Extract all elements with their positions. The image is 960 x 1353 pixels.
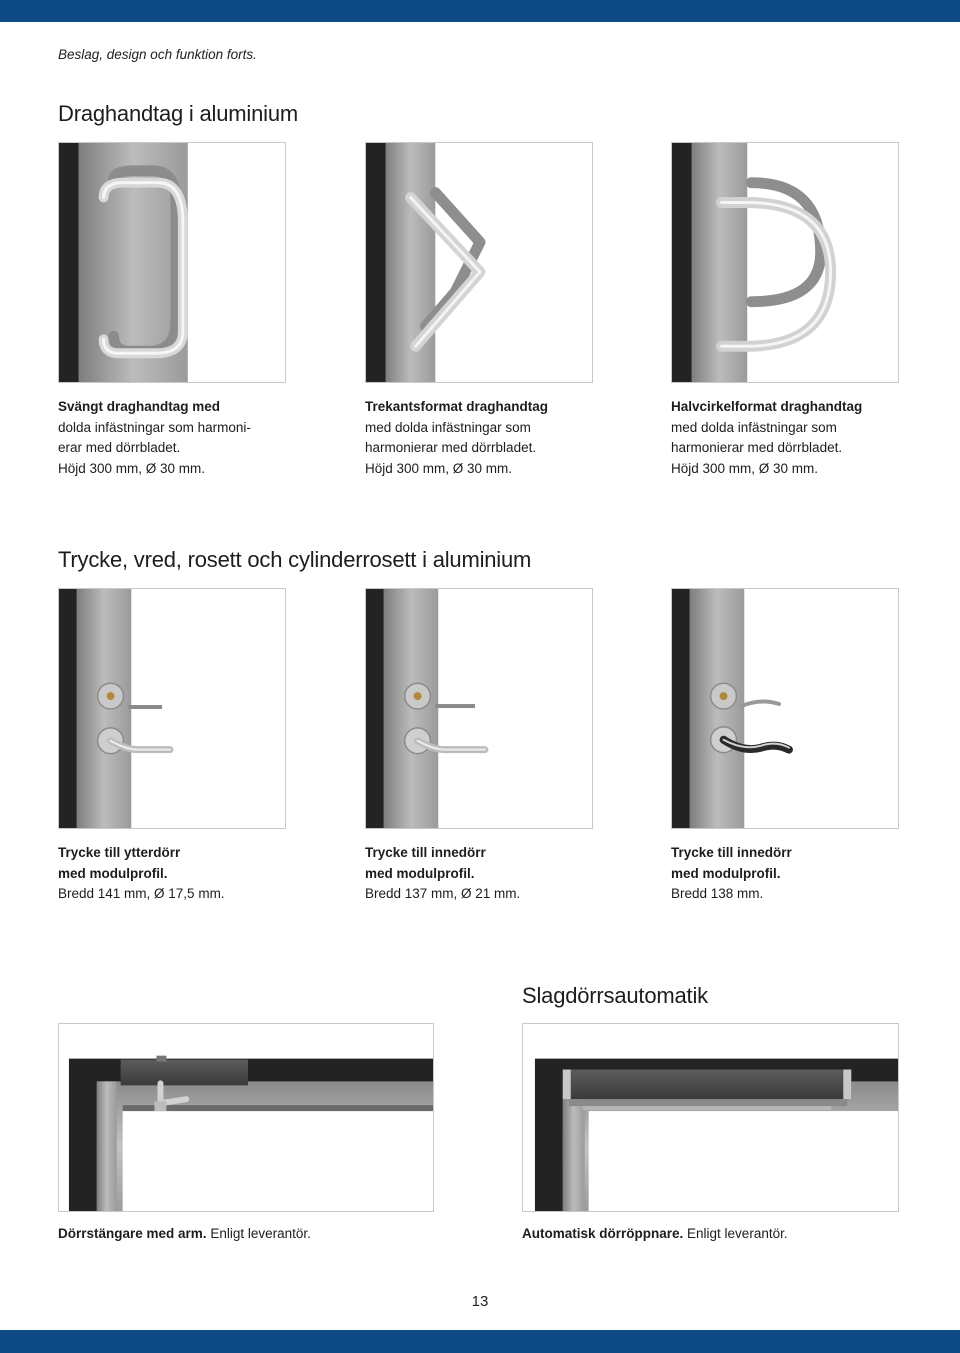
- caption-line: Halvcirkelformat draghandtag: [671, 399, 863, 414]
- door-closer-photo: [58, 1023, 434, 1212]
- page-number: 13: [471, 1293, 489, 1310]
- caption-line: med modulprofil.: [58, 865, 168, 881]
- caption-line: Höjd 300 mm, Ø 30 mm.: [671, 460, 819, 476]
- caption-exterior-door-lever: [58, 843, 225, 905]
- caption-line: harmonierar med dörrbladet.: [365, 440, 537, 455]
- top-color-band: [0, 0, 960, 22]
- section-title-automation: Slagdörrsautomatik: [522, 983, 708, 1008]
- caption-line: dolda infästningar som harmoni-: [58, 419, 251, 435]
- caption-semicircle-pull-handle: [671, 397, 862, 479]
- caption-normal: Enligt leverantör.: [683, 1226, 788, 1241]
- bottom-color-band: [0, 1330, 960, 1353]
- caption-line: Bredd 138 mm.: [671, 886, 764, 901]
- interior-door-lever-photo: [365, 588, 593, 829]
- caption-line: med dolda infästningar som: [365, 419, 531, 435]
- running-head: Beslag, design och funktion forts.: [58, 47, 257, 62]
- caption-line: erar med dörrbladet.: [58, 440, 181, 455]
- automatic-door-opener-photo: [522, 1023, 899, 1212]
- caption-triangular-pull-handle: [365, 397, 548, 479]
- caption-interior-door-lever: [365, 843, 520, 905]
- caption-line: Trycke till innedörr: [365, 845, 486, 860]
- section-title-levers: Trycke, vred, rosett och cylinderrosett i aluminium: [58, 547, 532, 572]
- curved-pull-handle-photo: [58, 142, 286, 383]
- caption-line: Svängt draghandtag med: [58, 399, 221, 414]
- caption-line: harmonierar med dörrbladet.: [671, 440, 843, 455]
- caption-line: Höjd 300 mm, Ø 30 mm.: [365, 460, 513, 476]
- caption-automatic-door-opener: [522, 1224, 788, 1245]
- caption-door-closer: [58, 1224, 311, 1245]
- interior-door-curved-lever-photo: [671, 588, 899, 829]
- caption-bold: Dörrstängare med arm.: [58, 1226, 207, 1241]
- caption-bold: Automatisk dörröppnare.: [522, 1226, 684, 1241]
- triangular-pull-handle-photo: [365, 142, 593, 383]
- semicircle-pull-handle-photo: [671, 142, 899, 383]
- caption-line: Bredd 137 mm, Ø 21 mm.: [365, 886, 521, 901]
- exterior-door-lever-photo: [58, 588, 286, 829]
- caption-line: med modulprofil.: [671, 865, 781, 881]
- caption-line: med dolda infästningar som: [671, 419, 837, 435]
- caption-line: Trycke till innedörr: [671, 845, 792, 860]
- caption-line: Bredd 141 mm, Ø 17,5 mm.: [58, 886, 225, 901]
- caption-line: Trekantsformat draghandtag: [365, 399, 549, 414]
- caption-line: Höjd 300 mm, Ø 30 mm.: [58, 460, 206, 476]
- section-title-pull-handles: Draghandtag i aluminium: [58, 101, 298, 126]
- caption-line: med modulprofil.: [365, 865, 475, 881]
- caption-curved-pull-handle: [58, 397, 251, 479]
- caption-interior-door-curved-lever: [671, 843, 792, 905]
- caption-normal: Enligt leverantör.: [206, 1226, 311, 1241]
- caption-line: Trycke till ytterdörr: [58, 845, 181, 860]
